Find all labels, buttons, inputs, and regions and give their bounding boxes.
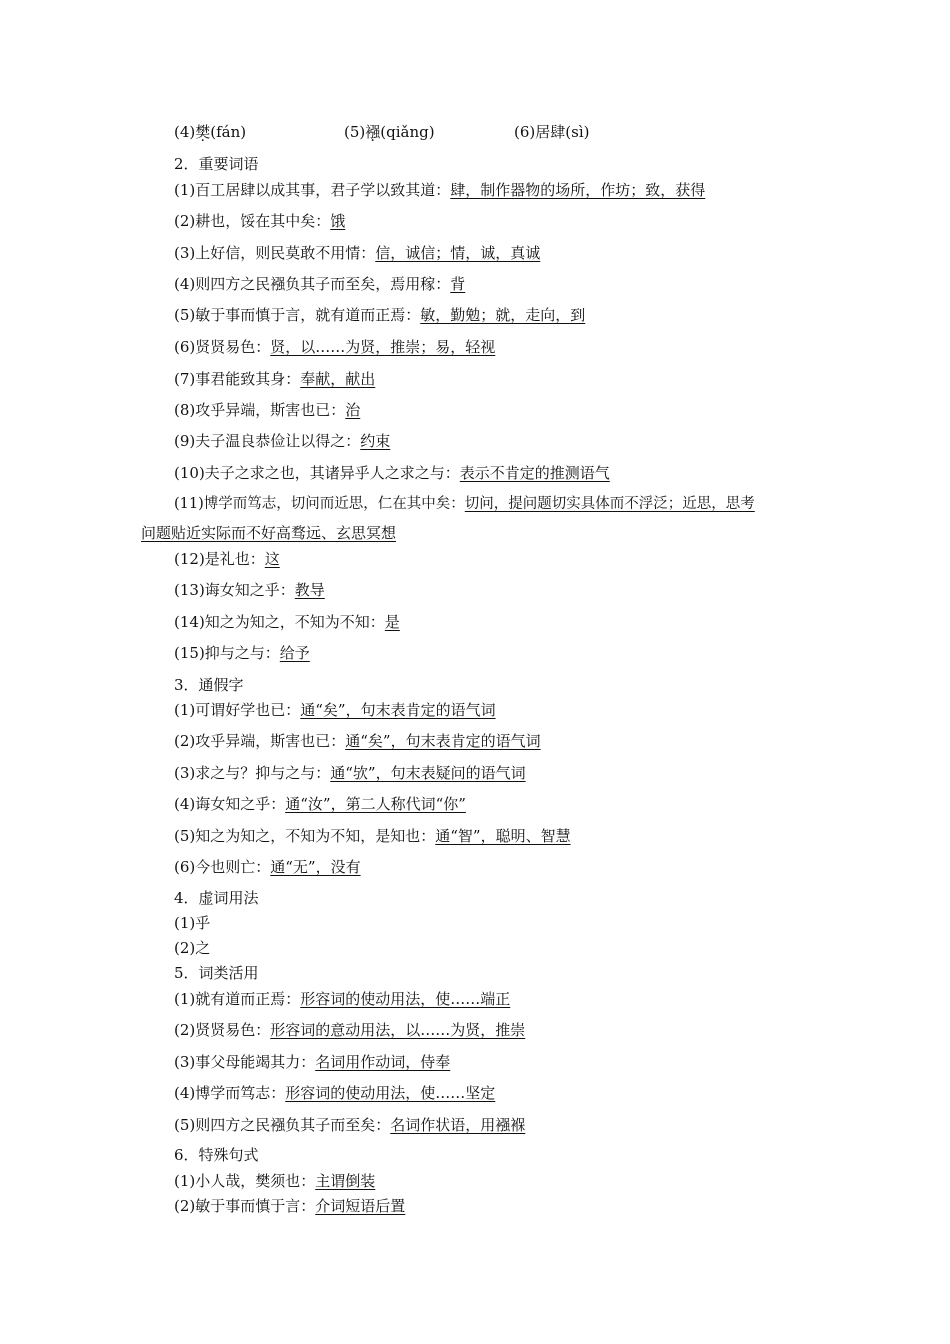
answer: 奉献，献出 <box>300 370 376 388</box>
section-title: 3．通假字 <box>174 676 244 694</box>
word-class-item <box>174 989 510 1009</box>
question: (5)敏于事而慎于言，就有道而正焉： <box>174 306 421 324</box>
question: (2)耕也，馁在其中矣： <box>174 212 331 230</box>
word-class-item <box>174 1115 525 1135</box>
answer: 这 <box>264 550 280 568</box>
word-class-item <box>174 1083 495 1103</box>
answer: 背 <box>450 275 466 293</box>
vocab-item <box>174 243 540 263</box>
question: (1)小人哉，樊须也： <box>174 1172 316 1190</box>
vocab-item <box>174 180 705 200</box>
question: (4)诲女知之乎： <box>174 795 286 813</box>
question: (2)攻乎异端，斯害也已： <box>174 732 346 750</box>
answer: 肆，制作器物的场所，作坊；致，获得 <box>450 181 706 199</box>
section-title: 6．特殊句式 <box>174 1146 259 1164</box>
question: (3)事父母能竭其力： <box>174 1053 316 1071</box>
vocab-item <box>174 494 755 514</box>
question: (8)攻乎异端，斯害也已： <box>174 401 346 419</box>
item-number: (5) <box>344 123 366 141</box>
answer: 通“智”，聪明、智慧 <box>435 827 571 845</box>
tongjia-item <box>174 794 466 814</box>
tongjia-item <box>174 763 526 783</box>
pinyin-row <box>174 122 589 142</box>
answer: 通“矣”，句末表肯定的语气词 <box>345 732 541 750</box>
vocab-item <box>174 580 325 600</box>
vocab-item <box>174 431 390 451</box>
item-number: (6) <box>514 123 536 141</box>
answer: 约束 <box>360 432 391 450</box>
function-word-item: (1)乎 <box>174 914 211 932</box>
answer: 通“欤”，句末表疑问的语气词 <box>330 764 526 782</box>
answer: 介词短语后置 <box>315 1197 406 1215</box>
answer: 形容词的使动用法，使……坚定 <box>285 1084 496 1102</box>
answer: 切问，提问题切实具体而不浮泛；近思，思考 <box>464 496 755 512</box>
question: (4)博学而笃志： <box>174 1084 286 1102</box>
answer: 给予 <box>279 644 310 662</box>
answer: 治 <box>345 401 361 419</box>
answer: 通“矣”，句末表肯定的语气词 <box>300 701 496 719</box>
answer: 贤，以……为贤，推崇；易，轻视 <box>270 338 496 356</box>
vocab-item <box>174 400 360 420</box>
pinyin: (fán) <box>210 123 247 141</box>
target-char: 居肆 <box>535 123 566 141</box>
vocab-item <box>174 549 280 569</box>
target-char: 樊 <box>195 123 211 141</box>
section-title: 4．虚词用法 <box>174 889 259 907</box>
item-number: (4) <box>174 123 196 141</box>
vocab-item <box>174 463 610 483</box>
word-class-item <box>174 1052 450 1072</box>
question: (12)是礼也： <box>174 550 265 568</box>
answer: 通“汝”，第二人称代词“你” <box>285 795 466 813</box>
sentence-pattern-item <box>174 1171 375 1191</box>
tongjia-item <box>174 731 541 751</box>
tongjia-item <box>174 857 361 877</box>
section-title: 2．重要词语 <box>174 155 259 173</box>
question: (7)事君能致其身： <box>174 370 301 388</box>
word-class-item <box>174 1020 525 1040</box>
answer: 敏，勤勉；就，走向，到 <box>420 306 586 324</box>
pinyin-item <box>174 122 344 142</box>
answer: 主谓倒装 <box>315 1172 376 1190</box>
sentence-pattern-item <box>174 1196 405 1216</box>
answer: 名词用作动词，侍奉 <box>315 1053 451 1071</box>
question: (1)就有道而正焉： <box>174 990 301 1008</box>
question: (13)诲女知之乎： <box>174 581 295 599</box>
answer: 问题贴近实际而不好高骛远、玄思冥想 <box>141 524 397 542</box>
answer: 表示不肯定的推测语气 <box>459 464 610 482</box>
question: (2)敏于事而慎于言： <box>174 1197 316 1215</box>
question: (6)今也则亡： <box>174 858 271 876</box>
answer: 名词作状语，用襁褓 <box>390 1116 526 1134</box>
vocab-item <box>174 337 495 357</box>
pinyin: (sì) <box>565 123 590 141</box>
function-word-item: (2)之 <box>174 939 211 957</box>
question: (2)贤贤易色： <box>174 1021 271 1039</box>
question: (10)夫子之求之也，其诸异乎人之求之与： <box>174 464 460 482</box>
question: (4)则四方之民襁负其子而至矣，焉用稼： <box>174 275 451 293</box>
answer: 通“无”，没有 <box>270 858 361 876</box>
answer: 教导 <box>294 581 325 599</box>
question: (6)贤贤易色： <box>174 338 271 356</box>
pinyin-item <box>514 122 589 142</box>
answer: 形容词的意动用法，以……为贤，推崇 <box>270 1021 526 1039</box>
question: (1)可谓好学也已： <box>174 701 301 719</box>
vocab-item <box>174 612 400 632</box>
answer: 信，诚信；情，诚，真诚 <box>375 244 541 262</box>
vocab-item <box>174 305 585 325</box>
question: (14)知之为知之，不知为不知： <box>174 613 385 631</box>
vocab-item-continued <box>141 523 396 543</box>
pinyin-item <box>344 122 514 142</box>
question: (11)博学而笃志，切问而近思，仁在其中矣： <box>174 496 465 512</box>
question: (15)抑与之与： <box>174 644 280 662</box>
answer: 饿 <box>330 212 346 230</box>
question: (3)求之与？抑与之与： <box>174 764 331 782</box>
tongjia-item <box>174 826 571 846</box>
vocab-item <box>174 274 465 294</box>
tongjia-item <box>174 700 496 720</box>
question: (1)百工居肆以成其事，君子学以致其道： <box>174 181 451 199</box>
answer: 形容词的使动用法，使……端正 <box>300 990 511 1008</box>
vocab-item <box>174 211 345 231</box>
target-char: 襁 <box>365 123 381 141</box>
answer: 是 <box>384 613 400 631</box>
question: (5)知之为知之，不知为不知，是知也： <box>174 827 436 845</box>
question: (9)夫子温良恭俭让以得之： <box>174 432 361 450</box>
vocab-item <box>174 369 375 389</box>
question: (3)上好信，则民莫敢不用情： <box>174 244 376 262</box>
section-title: 5．词类活用 <box>174 964 259 982</box>
question: (5)则四方之民襁负其子而至矣： <box>174 1116 391 1134</box>
vocab-item <box>174 643 310 663</box>
pinyin: (qiǎng) <box>380 123 435 141</box>
